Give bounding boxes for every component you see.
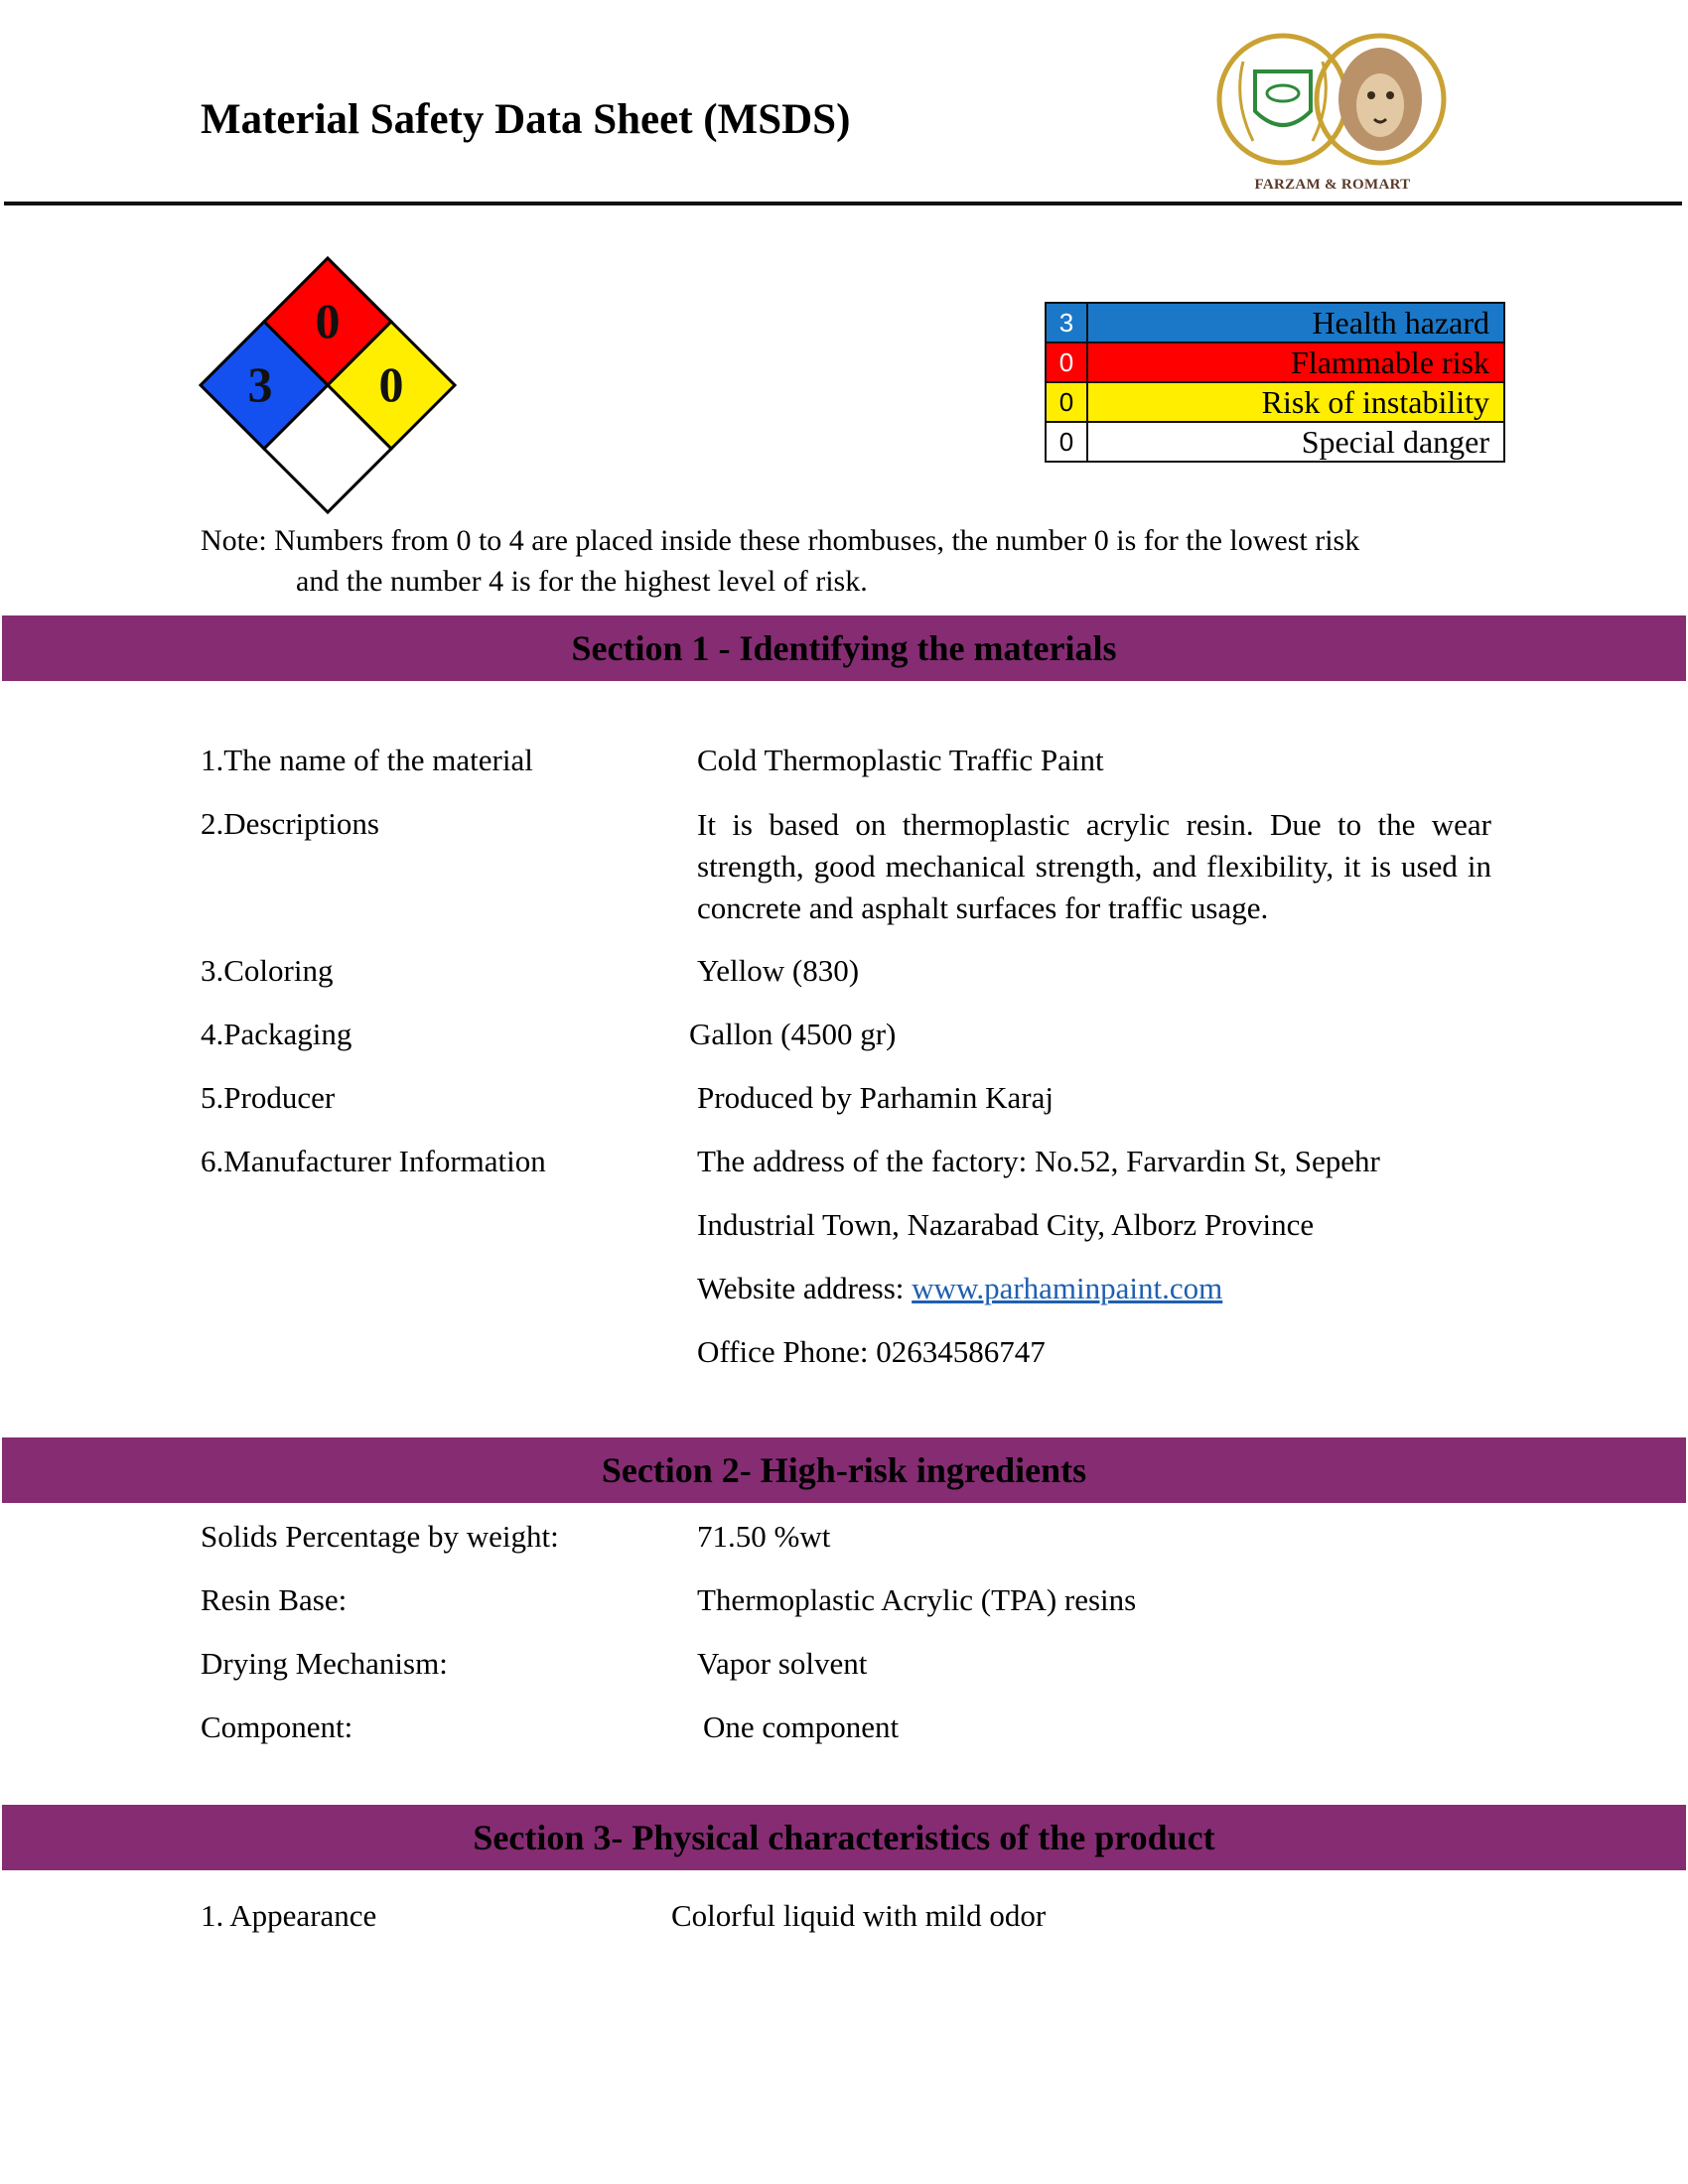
nfpa-hazard-diamond <box>199 256 457 514</box>
note-line-2: and the number 4 is for the highest level of risk. <box>296 565 868 598</box>
packaging-label: 4.Packaging <box>201 1017 352 1051</box>
material-name-label: 1.The name of the material <box>201 743 533 777</box>
legend-value: 0 <box>1046 422 1087 462</box>
flammability-value: 0 <box>315 293 341 348</box>
coloring-value: Yellow (830) <box>697 953 860 988</box>
descriptions-value: It is based on thermoplastic acrylic resin. Due to the wear strength, good mechanical strength, and flexibility, it is used in concrete and asphalt surfaces for traffic usage. <box>697 807 1491 925</box>
packaging-value: Gallon (4500 gr) <box>689 1017 897 1051</box>
manufacturer-info-label: 6.Manufacturer Information <box>201 1144 546 1178</box>
note-line-1: Note: Numbers from 0 to 4 are placed inside these rhombuses, the number 0 is for the lowest risk <box>201 524 1360 557</box>
website-label: Website address: <box>697 1271 913 1305</box>
legend-label: Health hazard <box>1087 303 1504 342</box>
solids-label: Solids Percentage by weight: <box>201 1519 559 1554</box>
section-2-header: Section 2- High-risk ingredients <box>2 1437 1686 1503</box>
drying-mechanism-label: Drying Mechanism: <box>201 1646 448 1681</box>
hazard-legend-table <box>1045 302 1505 463</box>
legend-row-flammable <box>1046 342 1504 382</box>
component-label: Component: <box>201 1709 353 1744</box>
section-3-header: Section 3- Physical characteristics of the product <box>2 1805 1686 1870</box>
producer-value: Produced by Parhamin Karaj <box>697 1080 1054 1115</box>
website-line <box>697 1271 1222 1306</box>
risk-scale-note <box>201 520 1511 602</box>
logo-caption: FARZAM & ROMART <box>1254 177 1411 193</box>
legend-row-instability <box>1046 382 1504 422</box>
factory-address-line-2: Industrial Town, Nazarabad City, Alborz Province <box>697 1207 1315 1242</box>
appearance-value: Colorful liquid with mild odor <box>671 1898 1047 1933</box>
descriptions-label: 2.Descriptions <box>201 806 379 841</box>
health-value: 3 <box>247 356 273 412</box>
legend-row-special <box>1046 422 1504 462</box>
coloring-label: 3.Coloring <box>201 953 334 988</box>
solids-value: 71.50 %wt <box>697 1519 831 1554</box>
legend-label: Special danger <box>1087 422 1504 462</box>
resin-base-label: Resin Base: <box>201 1582 348 1617</box>
legend-row-health <box>1046 303 1504 342</box>
component-value: One component <box>703 1709 900 1744</box>
legend-value: 0 <box>1046 382 1087 422</box>
legend-value: 0 <box>1046 342 1087 382</box>
logo-emblem-icon <box>1203 22 1462 181</box>
legend-label: Risk of instability <box>1087 382 1504 422</box>
office-phone: Office Phone: 02634586747 <box>697 1334 1046 1369</box>
company-logo <box>1203 22 1462 199</box>
factory-address-line-1: The address of the factory: No.52, Farvardin St, Sepehr <box>697 1144 1380 1178</box>
document-title: Material Safety Data Sheet (MSDS) <box>201 96 851 143</box>
website-link[interactable]: www.parhaminpaint.com <box>912 1271 1223 1305</box>
section-1-header: Section 1 - Identifying the materials <box>2 615 1686 681</box>
legend-value: 3 <box>1046 303 1087 342</box>
producer-label: 5.Producer <box>201 1080 336 1115</box>
instability-value: 0 <box>378 356 404 412</box>
header-divider <box>4 202 1682 205</box>
appearance-label: 1. Appearance <box>201 1898 377 1933</box>
material-name-value: Cold Thermoplastic Traffic Paint <box>697 743 1104 777</box>
legend-label: Flammable risk <box>1087 342 1504 382</box>
drying-mechanism-value: Vapor solvent <box>697 1646 868 1681</box>
resin-base-value: Thermoplastic Acrylic (TPA) resins <box>697 1582 1137 1617</box>
